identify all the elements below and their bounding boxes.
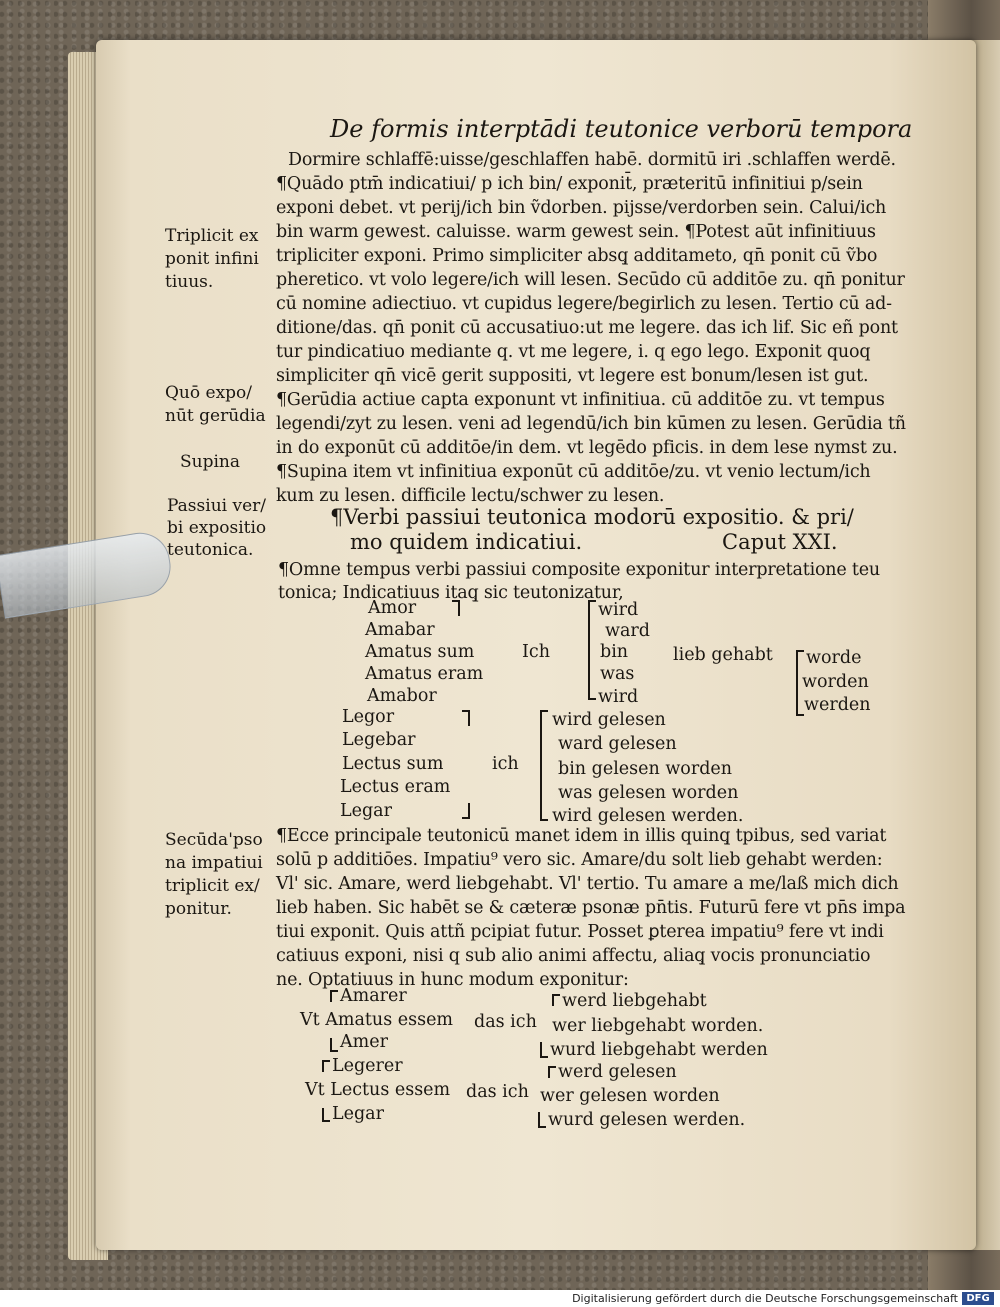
conj-future: worden [802,672,869,692]
body-line: legendi/zyt zu lesen. veni ad legendū/ich bin kūmen zu lesen. Gerūdia tñ [276,414,906,434]
conj-german: wurd liebgehabt werden [550,1040,768,1060]
bracket [540,1042,548,1058]
conj-aux: bin [600,642,629,662]
conj-aux: ward [605,621,650,641]
conj-pronoun: ich [492,754,519,774]
conj-german: was gelesen worden [558,783,739,803]
conj-latin: Lectus sum [342,754,444,774]
margin-note: triplicit ex/ [165,876,260,896]
conj-latin: Amabar [365,620,435,640]
body-line: ¶Ecce principale teutonicū manet idem in illis quinq̧ tpibus, sed variat [276,826,887,846]
conj-latin: Legor [342,707,395,727]
body-line: ne. Optatiuus in hunc modum exponitur: [276,970,629,990]
conj-pronoun: das ich [474,1012,537,1032]
body-line: solū p additiōes. Impatiu⁹ vero sic. Amare/du solt lieb gehabt werden: [276,850,883,870]
margin-note: ponitur. [165,899,232,919]
conj-latin: Amer [340,1032,388,1052]
conj-german: wird gelesen werden. [552,806,744,826]
conj-german: werd gelesen [558,1062,677,1082]
conj-latin: Amatus eram [365,664,484,684]
bracket [552,994,560,1006]
conj-latin: Vt Amatus essem [300,1010,454,1030]
margin-note: Quō expo/ [165,383,253,403]
conj-pronoun: Ich [522,642,550,662]
margin-note: Triplicit ex [165,226,259,246]
body-line: kum zu lesen. difficile lectu/schwer zu lesen. [276,486,665,506]
dfg-logo-icon: DFG [962,1292,994,1305]
body-line: Dormire schlaffē:uisse/geschlaffen habē. dormitū iri .schlaffen werdē. [288,150,896,170]
conj-latin: Amor [368,598,417,618]
body-line: tur pindicatiuo mediante q. vt me legere, i. q ego lego. Exponit quoq [276,342,871,362]
bracket [322,1108,330,1122]
page-header: De formis interptādi teutonice verborū tempora [330,115,913,143]
bracket [538,1112,546,1128]
conj-german: wurd gelesen werden. [548,1110,746,1130]
conj-latin: Amabor [367,686,437,706]
chapter-heading-line: mo quidem indicatiui. [350,530,583,554]
conj-aux: wird [598,600,639,620]
margin-note: na impatiui [165,853,263,873]
conj-future: worde [806,648,862,668]
footer-credit: Digitalisierung gefördert durch die Deutsche Forschungsgemeinschaft [572,1292,958,1305]
body-line: simpliciter qn̄ vicē gerit suppositi, vt legere est bonum/lesen ist gut. [276,366,869,386]
body-line: cū nomine adiectiuo. vt cupidus legere/begirlich zu lesen. Tertio cū ad- [276,294,892,314]
margin-note: Supina [180,452,240,472]
bracket [322,1060,330,1072]
bracket [588,600,596,700]
body-line: ¶Omne tempus verbi passiui composite exponitur interpretatione teu [278,560,880,580]
conj-participle: lieb gehabt [673,645,773,665]
bracket [548,1066,556,1078]
conj-german: ward gelesen [558,734,677,754]
body-line: ¶Gerūdia actiue capta exponunt vt infinitiua. cū additōe zu. vt tempus [276,390,885,410]
conj-latin: Legebar [342,730,416,750]
conj-latin: Amarer [340,986,407,1006]
conj-future: werden [804,695,871,715]
conj-pronoun: das ich [466,1082,529,1102]
body-line: tiui exponit. Quis attñ pcipiat futur. Posset ꝑterea impatiu⁹ fere vt indi [276,922,884,942]
body-line: ¶Supina item vt infinitiua exponūt cū additōe/zu. vt venio lectum/ich [276,462,871,482]
margin-note: Passiui ver/ [167,496,267,516]
body-line: catiuus exponi, nisi q sub alio animi affectu, aliaq̧ vocis pronunciatio [276,946,871,966]
conj-aux: was [600,664,635,684]
margin-note: ponit infini [165,249,259,269]
conj-latin: Lectus eram [340,777,451,797]
bracket [330,1038,338,1052]
body-line: ¶Quādo ptm̄ indicatiui/ p ich bin/ exponit̄, præteritū infinitiui p/sein [276,174,863,194]
margin-note: tiuus. [165,272,214,292]
conj-german: bin gelesen worden [558,759,733,779]
conj-latin: Amatus sum [365,642,475,662]
body-line: in do exponūt cū additōe/in dem. vt legēdo pficis. in dem lese nymst zu. [276,438,898,458]
body-line: Vl' sic. Amare, werd liebgehabt. Vl' tertio. Tu amare a me/laß mich dich [276,874,899,894]
margin-note: Secūda'pso [165,830,263,850]
conj-latin: Legar [340,801,392,821]
body-line: bin warm gewest. caluisse. warm gewest sein. ¶Potest aūt infinitiuus [276,222,876,242]
conj-latin: Vt Lectus essem [305,1080,451,1100]
body-line: lieb haben. Sic habēt se & cæteræ psonæ pn̄tis. Futurū fere vt pn̄s impa [276,898,906,918]
conj-german: werd liebgehabt [562,991,707,1011]
margin-note: bi expositio [167,518,267,538]
bracket [330,990,338,1002]
bracket [462,710,470,726]
conj-german: wer liebgehabt worden. [552,1016,764,1036]
body-line: ditione/das. qn̄ ponit cū accusatiuo:ut me legere. das ich lif. Sic eñ pont [276,318,898,338]
chapter-heading-line: ¶Verbi passiui teutonica modorū expositio. & pri/ [330,505,854,529]
conj-latin: Legerer [332,1056,403,1076]
bracket [452,600,460,616]
bracket [462,803,470,819]
margin-note: teutonica. [167,540,254,560]
body-line: pheretico. vt volo legere/ich will lesen. Secūdo cū additōe zu. qn̄ ponitur [276,270,905,290]
chapter-number: Caput XXI. [722,530,838,554]
conj-latin: Legar [332,1104,384,1124]
bracket [540,710,548,821]
body-line: exponi debet. vt perij/ich bin ṽdorben. pijsse/verdorben sein. Calui/ich [276,198,887,218]
conj-aux: wird [598,687,639,707]
margin-note: nūt gerūdia [165,406,266,426]
body-line: tonica; Indicatiuus itaq̧ sic teutonizatur, [278,583,624,603]
conj-german: wird gelesen [552,710,666,730]
conj-german: wer gelesen worden [540,1086,720,1106]
body-line: tripliciter exponi. Primo simpliciter absq̧ additameto, qn̄ ponit cū ṽbo [276,246,878,266]
